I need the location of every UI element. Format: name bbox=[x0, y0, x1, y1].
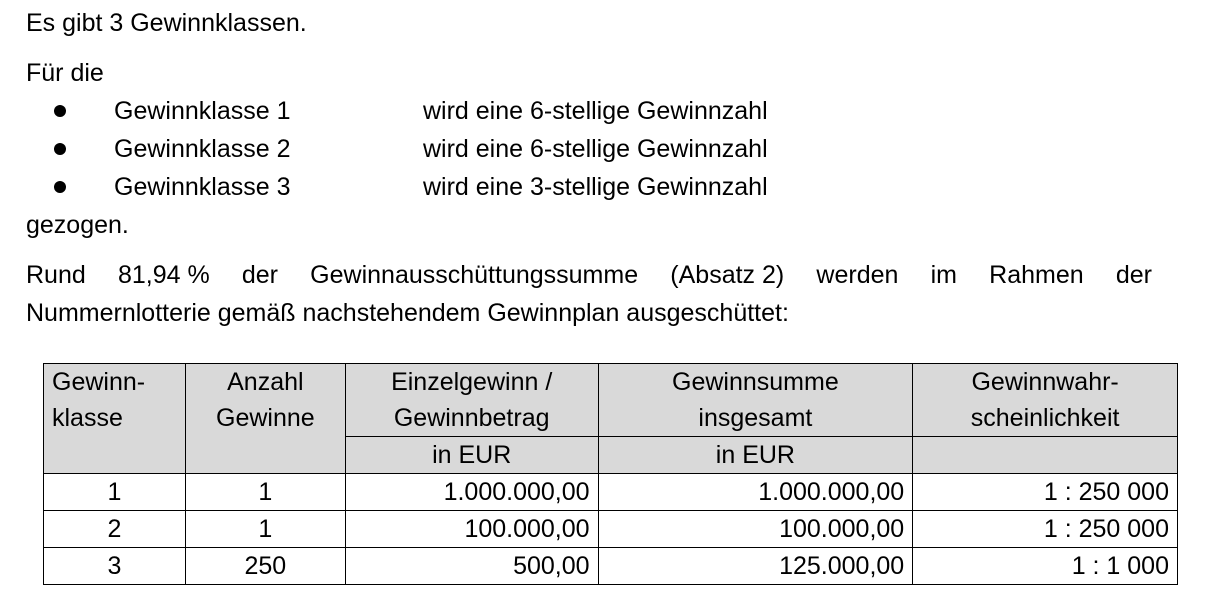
list-item bbox=[26, 130, 1152, 168]
cell-wahrscheinlichkeit: 1 : 1 000 bbox=[913, 548, 1178, 585]
bullet-icon bbox=[54, 105, 66, 117]
header-anzahl-gewinne: Anzahl Gewinne bbox=[185, 364, 345, 474]
paragraph-word: Gewinnausschüttungssumme bbox=[310, 261, 639, 289]
header-einzelgewinn: Einzelgewinn / Gewinnbetrag bbox=[345, 364, 598, 437]
paragraph-word: Rahmen bbox=[989, 261, 1084, 289]
gezogen-text: gezogen. bbox=[26, 211, 129, 239]
unit-einzelgewinn: in EUR bbox=[345, 437, 598, 474]
cell-einzelgewinn: 100.000,00 bbox=[345, 511, 598, 548]
gewinnklasse-label: Gewinnklasse 3 bbox=[114, 173, 291, 201]
bullet-icon bbox=[54, 143, 66, 155]
paragraph-word: werden bbox=[816, 261, 899, 289]
paragraph-line-2: Nummernlotterie gemäß nachstehendem Gewinnplan ausgeschüttet: bbox=[26, 299, 789, 327]
paragraph-word: (Absatz 2) bbox=[670, 261, 785, 289]
gewinnklasse-description: wird eine 6-stellige Gewinnzahl bbox=[423, 97, 768, 125]
intro-text: Es gibt 3 Gewinnklassen. bbox=[26, 9, 307, 37]
paragraph-word: der bbox=[241, 261, 278, 289]
cell-einzelgewinn: 1.000.000,00 bbox=[345, 474, 598, 511]
table-row bbox=[44, 474, 1178, 511]
gewinnklasse-description: wird eine 3-stellige Gewinnzahl bbox=[423, 173, 768, 201]
cell-gewinnsumme: 1.000.000,00 bbox=[598, 474, 913, 511]
document-body bbox=[26, 4, 1152, 332]
header-gewinnklasse: Gewinn- klasse bbox=[44, 364, 186, 474]
ausschuettung-paragraph bbox=[26, 256, 1152, 332]
paragraph-word: der bbox=[1115, 261, 1152, 289]
cell-klasse: 3 bbox=[44, 548, 186, 585]
gewinnklasse-label: Gewinnklasse 2 bbox=[114, 135, 291, 163]
cell-gewinnsumme: 125.000,00 bbox=[598, 548, 913, 585]
cell-wahrscheinlichkeit: 1 : 250 000 bbox=[913, 474, 1178, 511]
paragraph-word: im bbox=[930, 261, 957, 289]
table-row bbox=[44, 511, 1178, 548]
cell-einzelgewinn: 500,00 bbox=[345, 548, 598, 585]
table-header-row bbox=[44, 364, 1178, 437]
unit-gewinnsumme: in EUR bbox=[598, 437, 913, 474]
paragraph-word: Rund bbox=[26, 261, 86, 289]
header-gewinnwahrscheinlichkeit: Gewinnwahr- scheinlichkeit bbox=[913, 364, 1178, 437]
cell-gewinnsumme: 100.000,00 bbox=[598, 511, 913, 548]
fuer-die-text: Für die bbox=[26, 59, 104, 87]
bullet-icon bbox=[54, 181, 66, 193]
gewinnklasse-description: wird eine 6-stellige Gewinnzahl bbox=[423, 135, 768, 163]
cell-anzahl: 250 bbox=[185, 548, 345, 585]
cell-wahrscheinlichkeit: 1 : 250 000 bbox=[913, 511, 1178, 548]
cell-klasse: 1 bbox=[44, 474, 186, 511]
unit-empty bbox=[913, 437, 1178, 474]
cell-anzahl: 1 bbox=[185, 511, 345, 548]
paragraph-word: 81,94 % bbox=[117, 261, 210, 289]
gewinnplan-table bbox=[43, 363, 1178, 585]
table-row bbox=[44, 548, 1178, 585]
paragraph-line-1 bbox=[26, 256, 1152, 294]
list-item bbox=[26, 168, 1152, 206]
cell-klasse: 2 bbox=[44, 511, 186, 548]
gewinnklasse-label: Gewinnklasse 1 bbox=[114, 97, 291, 125]
cell-anzahl: 1 bbox=[185, 474, 345, 511]
gewinnklassen-list bbox=[26, 92, 1152, 206]
list-item bbox=[26, 92, 1152, 130]
header-gewinnsumme: Gewinnsumme insgesamt bbox=[598, 364, 913, 437]
